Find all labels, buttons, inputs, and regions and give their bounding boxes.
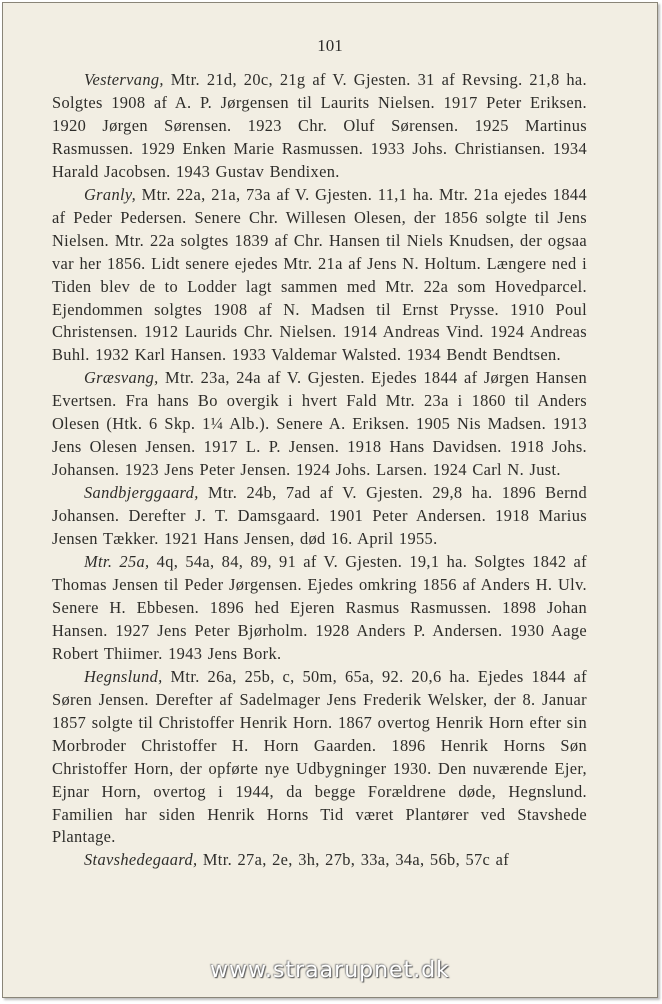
site-watermark: www.straarupnet.dk (210, 958, 450, 983)
page-number: 101 (317, 36, 343, 55)
property-name: Granly, (84, 184, 137, 204)
body-text (52, 69, 587, 872)
paragraph-sandbjerggaard (52, 482, 587, 551)
paragraph-stavshedegaard (52, 849, 587, 872)
paragraph-graesvang (52, 367, 587, 482)
paragraph-text: Mtr. 26a, 25b, c, 50m, 65a, 92. 20,6 ha. Ejedes 1844 af Søren Jensen. Derefter af Sadelmager Jens Frederik Welsker, der 8. Januar 1857 solgte til Christoffer Henrik Horn. 1867 overtog Henrik Horn efter sin Morbroder Christoffer H. Horn Gaarden. 1896 Henrik Horns Søn Christoffer Horn, der opførte nye Udbygninger 1930. Den nuværende Ejer, Ejnar Horn, overtog i 1944, da begge Forældrene døde, Hegnslund. Familien har siden Henrik Horns Tid været Plantører ved Stavshede Plantage. (52, 666, 587, 847)
property-name: Sandbjerggaard, (84, 483, 199, 503)
paragraph-text: 4q, 54a, 84, 89, 91 af V. Gjesten. 19,1 ha. Solgtes 1842 af Thomas Jensen til Peder Jørgensen. Ejedes omkring 1856 af Anders H. Ulv. Senere H. Ebbesen. 1896 hed Ejeren Rasmus Rasmussen. 1898 Johan Hansen. 1927 Jens Peter Bjørholm. 1928 Anders P. Andersen. 1930 Aage Robert Thiimer. 1943 Jens Bork. (52, 552, 587, 663)
property-name: Græsvang, (84, 368, 159, 388)
property-name: Mtr. 25a, (84, 552, 150, 572)
book-page (2, 2, 658, 998)
paragraph-hegnslund (52, 666, 587, 850)
paragraph-text: Mtr. 27a, 2e, 3h, 27b, 33a, 34a, 56b, 57c af (197, 850, 510, 870)
paragraph-mtr-25a (52, 551, 587, 666)
paragraph-text: Mtr. 21d, 20c, 21g af V. Gjesten. 31 af Revsing. 21,8 ha. Solgtes 1908 af A. P. Jørgensen til Laurits Nielsen. 1917 Peter Eriksen. 1920 Jørgen Sørensen. 1923 Chr. Oluf Sørensen. 1925 Martinus Rasmussen. 1929 Enken Marie Rasmussen. 1933 Johs. Christiansen. 1934 Harald Jacobsen. 1943 Gustav Bendixen. (52, 70, 587, 181)
paragraph-text: Mtr. 23a, 24a af V. Gjesten. Ejedes 1844 af Jørgen Hansen Evertsen. Fra hans Bo overgik i hvert Fald Mtr. 23a i 1860 til Anders Olesen (Htk. 6 Skp. 1¼ Alb.). Senere A. Eriksen. 1905 Nis Madsen. 1913 Jens Olesen Jensen. 1917 L. P. Jensen. 1918 Hans Davidsen. 1918 Johs. Johansen. 1923 Jens Peter Jensen. 1924 Johs. Larsen. 1924 Carl N. Just. (52, 368, 587, 480)
property-name: Vestervang, (84, 70, 164, 89)
paragraph-vestervang (52, 69, 587, 184)
property-name: Hegnslund, (84, 666, 163, 686)
property-name: Stavshedegaard, (84, 850, 198, 870)
paragraph-text: Mtr. 22a, 21a, 73a af V. Gjesten. 11,1 ha. Mtr. 21a ejedes 1844 af Peder Pedersen. Senere Chr. Willesen Olesen, der 1856 solgte til Jens Nielsen. Mtr. 22a solgtes 1839 af Chr. Hansen til Niels Knudsen, der ogsaa var her 1856. Lidt senere ejedes Mtr. 21a af Jens N. Holtum. Længere ned i Tiden blev de to Lodder lagt sammen med Mtr. 22a som Hovedparcel. Ejendommen solgtes 1908 af N. Madsen til Ernst Prysse. 1910 Poul Christensen. 1912 Laurids Chr. Nielsen. 1914 Andreas Vind. 1924 Andreas Buhl. 1932 Karl Hansen. 1933 Valdemar Walsted. 1934 Bendt Bendtsen. (52, 184, 587, 365)
paragraph-granly (52, 184, 587, 368)
paragraph-text: Mtr. 24b, 7ad af V. Gjesten. 29,8 ha. 1896 Bernd Johansen. Derefter J. T. Damsgaard. 1901 Peter Andersen. 1918 Marius Jensen Tækker. 1921 Hans Jensen, død 16. April 1955. (52, 483, 587, 549)
